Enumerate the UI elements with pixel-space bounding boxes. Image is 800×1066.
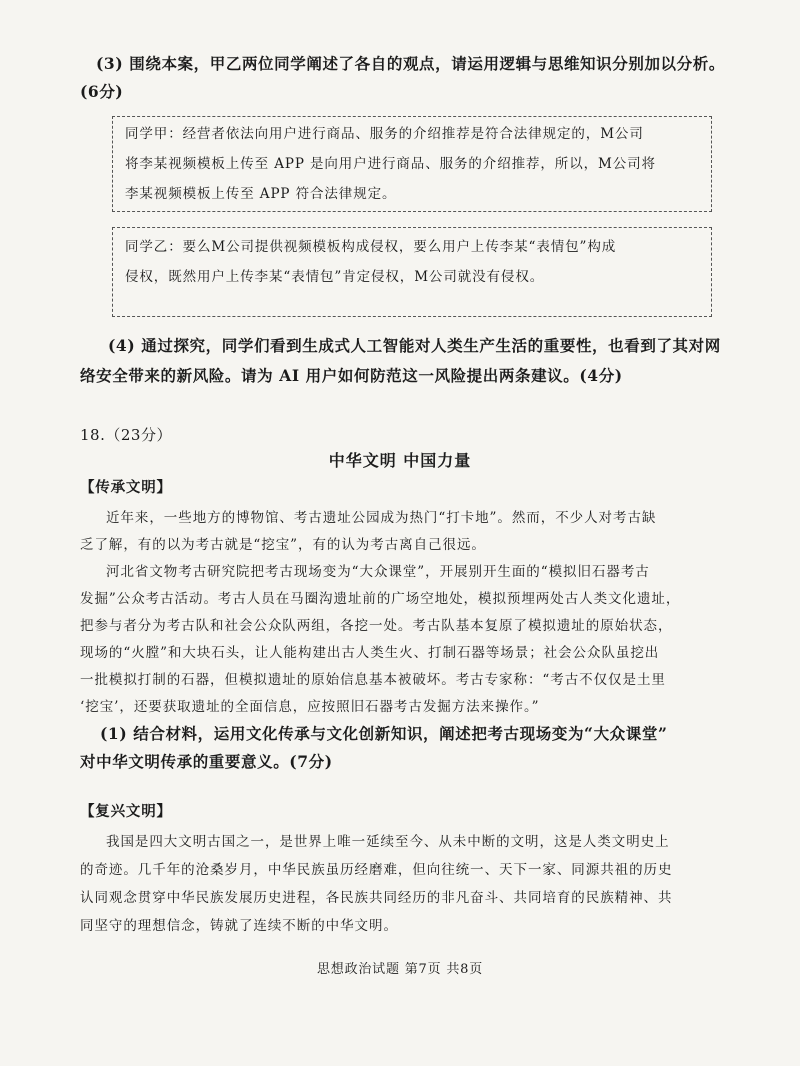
material-line: 近年来，一些地方的博物馆、考古遗址公园成为热门“打卡地”。然而，不少人对考古缺 bbox=[106, 510, 657, 526]
material-line: 乏了解，有的以为考古就是“挖宝”，有的认为考古离自己很远。 bbox=[80, 537, 486, 553]
student-b-line: 侵权，既然用户上传李某“表情包”肯定侵权，M公司就没有侵权。 bbox=[125, 269, 545, 285]
student-b-line: 同学乙：要么M公司提供视频模板构成侵权，要么用户上传李某“表情包”构成 bbox=[125, 239, 617, 255]
material-line: 发掘”公众考古活动。考古人员在马圈沟遗址前的广场空地处，模拟预埋两处古人类文化遗址， bbox=[80, 591, 681, 607]
question-18-1-text: (1) 结合材料，运用文化传承与文化创新知识，阐述把考古现场变为“大众课堂” bbox=[100, 724, 668, 743]
section-heading-revive: 【复兴文明】 bbox=[80, 804, 172, 820]
material-line: 同坚守的理想信念，铸就了连续不断的中华文明。 bbox=[80, 918, 398, 934]
student-b-box bbox=[112, 227, 712, 317]
question-4-text-cont: 络安全带来的新风险。请为 AI 用户如何防范这一风险提出两条建议。(4分) bbox=[80, 366, 623, 385]
question-3-score: (6分) bbox=[80, 82, 124, 101]
material-line: 我国是四大文明古国之一，是世界上唯一延续至今、从未中断的文明，这是人类文明史上 bbox=[106, 834, 670, 850]
material-line: 一批模拟打制的石器，但模拟遗址的原始信息基本被破坏。考古专家称：“考古不仅仅是土里 bbox=[80, 672, 666, 688]
student-a-line: 将李某视频模板上传至 APP 是向用户进行商品、服务的介绍推荐，所以，M公司将 bbox=[125, 156, 656, 172]
question-4-text: (4) 通过探究，同学们看到生成式人工智能对人类生产生活的重要性，也看到了其对网 bbox=[108, 336, 721, 355]
material-line: ‘挖宝’，还要获取遗址的全面信息，应按照旧石器考古发掘方法来操作。” bbox=[80, 699, 540, 715]
material-line: 的奇迹。几千年的沧桑岁月，中华民族虽历经磨难，但向往统一、天下一家、同源共祖的历史 bbox=[80, 862, 673, 878]
section-heading-inherit: 【传承文明】 bbox=[80, 480, 172, 496]
material-title: 中华文明 中国力量 bbox=[328, 451, 472, 470]
question-18-1-score: 对中华文明传承的重要意义。(7分) bbox=[80, 752, 333, 771]
material-line: 现场的“火膛”和大块石头，让人能构建出古人类生火、打制石器等场景；社会公众队虽挖出 bbox=[80, 645, 660, 661]
student-a-box bbox=[112, 116, 712, 212]
page-footer: 思想政治试题 第7页 共8页 bbox=[316, 962, 483, 977]
student-a-line: 李某视频模板上传至 APP 符合法律规定。 bbox=[125, 186, 397, 202]
question-3-text: (3) 围绕本案，甲乙两位同学阐述了各自的观点，请运用逻辑与思维知识分别加以分析。 bbox=[96, 54, 725, 73]
material-line: 把参与者分为考古队和社会公众队两组，各挖一处。考古队基本复原了模拟遗址的原始状态， bbox=[80, 618, 673, 634]
student-a-line: 同学甲：经营者依法向用户进行商品、服务的介绍推荐是符合法律规定的，M公司 bbox=[125, 126, 644, 142]
material-line: 河北省文物考古研究院把考古现场变为“大众课堂”，开展别开生面的“模拟旧石器考古 bbox=[106, 564, 650, 580]
material-line: 认同观念贯穿中华民族发展历史进程，各民族共同经历的非凡奋斗、共同培育的民族精神、共 bbox=[80, 890, 673, 906]
question-18-number: 18.（23分） bbox=[80, 426, 172, 444]
